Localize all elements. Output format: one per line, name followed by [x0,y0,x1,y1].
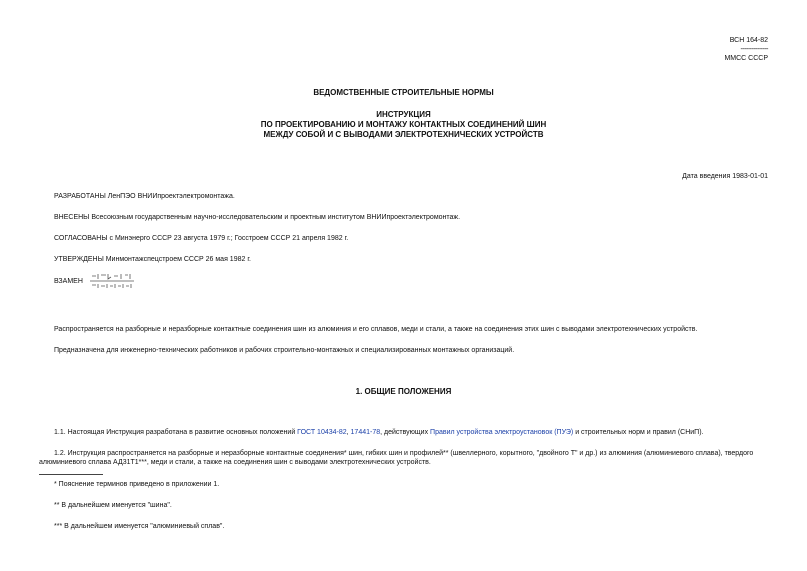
document-code: ВСН 164-82 [729,37,768,44]
approved-by: УТВЕРЖДЕНЫ Минмонтажспецстроем СССР 26 мая 1982 г. [54,256,251,263]
instruction-title-line1: ИНСТРУКЦИЯ [376,110,431,119]
scope-paragraph: Распространяется на разборные и неразборные контактные соединения шин из алюминия и его сплавов, меди и стали, а также на соединения этих шин с выводами электротехнических устройств. [54,326,698,333]
pue-rules-link[interactable]: Правил устройства электроустановок (ПУЭ) [430,429,574,436]
gost-17441-link[interactable]: 17441-78 [350,429,381,436]
replaced-documents-fraction-image [90,272,136,290]
document-code-block [724,36,768,63]
agreed-by: СОГЛАСОВАНЫ с Минэнерго СССР 23 августа 1979 г.; Госстроем СССР 21 апреля 1982 г. [54,235,349,242]
paragraph-1-1-text-after: и строительных норм и правил (СНиП). [573,429,704,436]
submitted-by: ВНЕСЕНЫ Всесоюзным государственным научно-исследовательским и проектным институтом ВНИИпроектэлектромонтаж. [54,214,461,221]
footnote-2: ** В дальнейшем именуется "шина". [54,502,172,509]
footnote-divider [39,474,103,475]
developed-by: РАЗРАБОТАНЫ ЛенПЭО ВНИИпроектэлектромонтажа. [54,193,235,200]
paragraph-1-1 [54,428,703,437]
instruction-title-line3: МЕЖДУ СОБОЙ И С ВЫВОДАМИ ЭЛЕКТРОТЕХНИЧЕСКИХ УСТРОЙСТВ [263,130,544,139]
document-org: ММСС СССР [724,55,768,62]
audience-paragraph: Предназначена для инженерно-технических работников и рабочих строительно-монтажных и специализированных монтажных организаций. [54,347,515,354]
instruction-title-line2: ПО ПРОЕКТИРОВАНИЮ И МОНТАЖУ КОНТАКТНЫХ СОЕДИНЕНИЙ ШИН [260,120,547,129]
paragraph-1-1-text-before: 1.1. Настоящая Инструкция разработана в развитие основных положений [54,429,298,436]
gost-10434-link[interactable]: ГОСТ 10434-82 [297,429,347,436]
paragraph-1-1-text-mid: , действующих [380,429,431,436]
footnote-3: *** В дальнейшем именуется "алюминиевый сплав". [54,523,225,530]
section-heading: 1. ОБЩИЕ ПОЛОЖЕНИЯ [355,387,452,396]
paragraph-1-2: 1.2. Инструкция распространяется на разборные и неразборные контактные соединения* шин, гибких шин и профилей** (швеллерного, корытного, "двойного Т" и др.) из алюминия (алюминиевого сплава), твердого алюминиевого сплава АД31Т1***, меди и стали, а также на соединения шин с выводами электротехнических устройств. [39,450,754,466]
footnote-1: * Пояснение терминов приведено в приложении 1. [54,481,220,488]
link-separator: , [346,429,351,436]
replaces-label: ВЗАМЕН [54,278,83,285]
intro-date: Дата введения 1983-01-01 [682,173,768,180]
code-separator: --------------- [740,46,768,53]
doc-type-heading: ВЕДОМСТВЕННЫЕ СТРОИТЕЛЬНЫЕ НОРМЫ [313,88,494,97]
